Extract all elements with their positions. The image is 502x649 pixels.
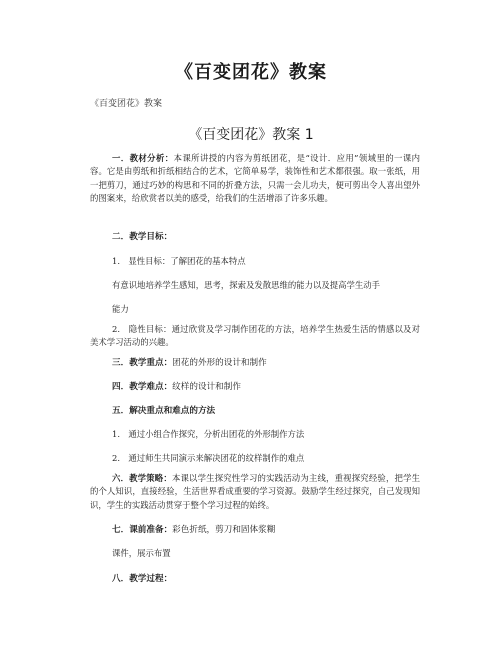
section-3-line — [112, 356, 267, 368]
section-6-paragraph — [90, 472, 420, 512]
section-1-text: 本课所讲授的内容为剪纸团花，是“设计．应用”领域里的一课内容。它是由剪纸和折纸相结合的艺术，它简单易学，装饰性和艺术都很强。取一张纸，用一把剪刀，通过巧妙的构思和不同的折叠方法，只需一会儿功夫，便可剪出令人喜出望外的图案来，给欣赏者以美的感受，给我们的生活增添了许多乐趣。 — [90, 153, 420, 203]
section-3-heading: 三．教学重点： — [112, 358, 173, 368]
lesson-title: 《百变团花》教案 1 — [188, 127, 314, 143]
section-4-heading: 四．教学难点： — [112, 382, 173, 392]
section-1-paragraph — [90, 152, 420, 205]
section-1-heading: 一．教材分析： — [112, 153, 174, 163]
section-7-line — [112, 523, 275, 535]
section-4-line — [112, 380, 241, 392]
section-2-heading: 二．教学目标： — [112, 232, 173, 242]
section-2-item-1: 1. 显性目标：了解团花的基本特点 — [112, 256, 246, 266]
section-5-item-1: 1. 通过小组合作探究，分析出团花的外形制作方法 — [112, 429, 305, 439]
section-2-item-1-continued: 有意识地培养学生感知，思考，探索及发散思维的能力以及提高学生动手 — [112, 280, 380, 290]
section-7-extra: 课件，展示布置 — [112, 548, 171, 558]
section-6-heading: 六．教学策略： — [112, 473, 172, 483]
section-7-heading: 七．课前准备： — [112, 525, 173, 535]
section-3-text: 团花的外形的设计和制作 — [172, 358, 267, 368]
section-2-item-2: 2. 隐性目标：通过欣赏及学习制作团花的方法，培养学生热爱生活的情感以及对美术学习活动的兴趣。 — [90, 324, 420, 348]
document-subtitle: 《百变团花》教案 — [90, 99, 163, 109]
section-5-heading: 五．解决重点和难点的方法 — [112, 406, 216, 416]
section-5-item-2: 2. 通过师生共同演示来解决团花的纹样制作的难点 — [112, 453, 305, 463]
section-4-text: 纹样的设计和制作 — [172, 382, 241, 392]
page-title: 《百变团花》教案 — [175, 62, 327, 83]
section-7-text: 彩色折纸，剪刀和固体浆糊 — [172, 525, 276, 535]
section-2-item-1-continued-2: 能力 — [112, 304, 129, 314]
section-6-text: 本课以学生探究性学习的实践活动为主线，重视探究经验，把学生的个人知识，直接经验，生活世界看成重要的学习资源。鼓励学生经过探究，自己发现知识，学生的实践活动贯穿于整个学习过程的始终。 — [90, 473, 421, 510]
section-8-heading: 八．教学过程： — [112, 574, 173, 584]
